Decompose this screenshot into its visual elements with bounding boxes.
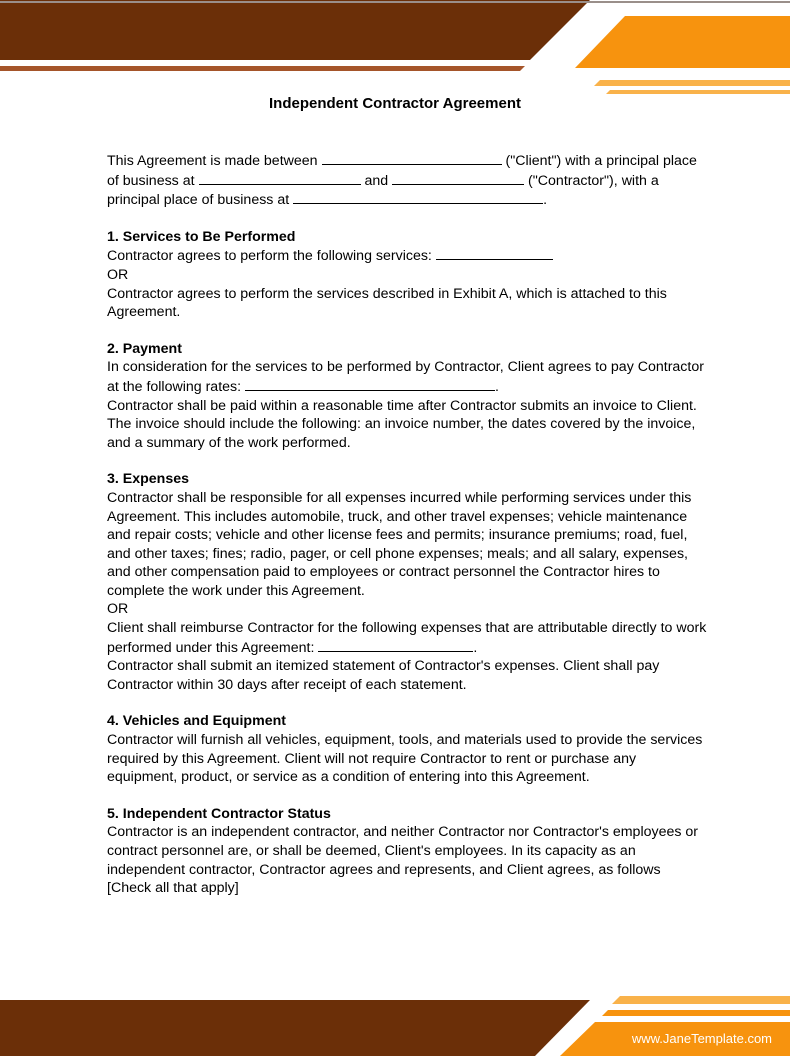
section-text: . xyxy=(495,378,499,395)
document-body xyxy=(107,151,707,898)
or-text: OR xyxy=(107,266,129,283)
section-heading: 4. Vehicles and Equipment xyxy=(107,713,286,730)
section-services xyxy=(107,228,707,322)
footer-url-link[interactable]: www.JaneTemplate.com xyxy=(631,1031,772,1046)
intro-text: . xyxy=(543,192,548,209)
section-text: Contractor agrees to perform the services described in Exhibit A, which is attached to this Agreement. xyxy=(107,285,667,321)
services-blank[interactable] xyxy=(436,246,553,260)
or-text: OR xyxy=(107,601,129,618)
contractor-address-blank[interactable] xyxy=(293,190,543,204)
section-status xyxy=(107,805,707,898)
intro-text: ("Client") with a principal xyxy=(505,153,660,169)
section-text: Contractor shall be paid within a reasonable time after Contractor submits an invoice to Client. The invoice should include the following: an invoice number, the dates covered by the invoice, and a summary of the work performed. xyxy=(107,397,697,451)
intro-text: ("Contractor"), xyxy=(528,172,618,189)
intro-paragraph xyxy=(107,151,707,210)
intro-text: with a principal place of business at xyxy=(107,172,659,209)
section-text: Contractor agrees to perform the following services: xyxy=(107,248,432,265)
section-text: . xyxy=(473,639,478,656)
expenses-blank[interactable] xyxy=(318,638,473,652)
section-text: Contractor shall submit an itemized statement of Contractor's expenses. Client shall pay Contractor within 30 days after receipt of each statement. xyxy=(107,658,660,693)
intro-text: and xyxy=(364,172,389,189)
section-text: Contractor is an independent contractor, and neither Contractor nor Contractor's employees or contract personnel are, or shall be deemed, Client's employees. In its capacity as an independent contractor, Contractor agrees and represents, and Client agrees, as follows xyxy=(107,824,699,878)
section-expenses xyxy=(107,470,707,694)
section-text: Contractor will furnish all vehicles, equipment, tools, and materials used to provide the services required by this Agreement. Client will not require Contractor to rent or purchase any equipment, product, or service as a condition of entering into this Agreement. xyxy=(107,732,703,786)
section-vehicles xyxy=(107,712,707,786)
section-text: Contractor shall be responsible for all expenses incurred while performing services under this Agreement. This includes automobile, truck, and other travel expenses; vehicle maintenance and repair costs; vehicle and other license fees and permits; insurance premiums; road, fuel, and other taxes; fines; radio, pager, or cell phone expenses; meals; and all salary, expenses, and other compensation paid to employees or contract personnel the Contractor hires to complete the work under this Agreement. xyxy=(107,489,692,599)
rates-blank[interactable] xyxy=(245,377,495,391)
intro-text: place of business at xyxy=(107,153,697,189)
section-heading: 1. Services to Be Performed xyxy=(107,228,296,245)
section-payment xyxy=(107,340,707,453)
section-heading: 3. Expenses xyxy=(107,471,190,488)
section-text: Client shall reimburse Contractor for the following expenses that are attributable directly to work performed under this Agreement: xyxy=(107,620,707,656)
document-title: Independent Contractor Agreement xyxy=(269,95,521,112)
client-name-blank[interactable] xyxy=(322,151,502,165)
section-text: In consideration for the services to be performed by Contractor, Client agrees to pay Contractor at the following rates: xyxy=(107,359,704,395)
section-heading: 5. Independent Contractor Status xyxy=(107,805,331,822)
intro-text: This Agreement is made between xyxy=(107,153,318,169)
client-address-blank[interactable] xyxy=(199,171,361,185)
section-heading: 2. Payment xyxy=(107,340,182,357)
section-text: [Check all that apply] xyxy=(107,880,239,897)
header-decoration xyxy=(0,0,790,100)
footer-decoration xyxy=(0,996,790,1056)
contractor-name-blank[interactable] xyxy=(392,171,524,185)
